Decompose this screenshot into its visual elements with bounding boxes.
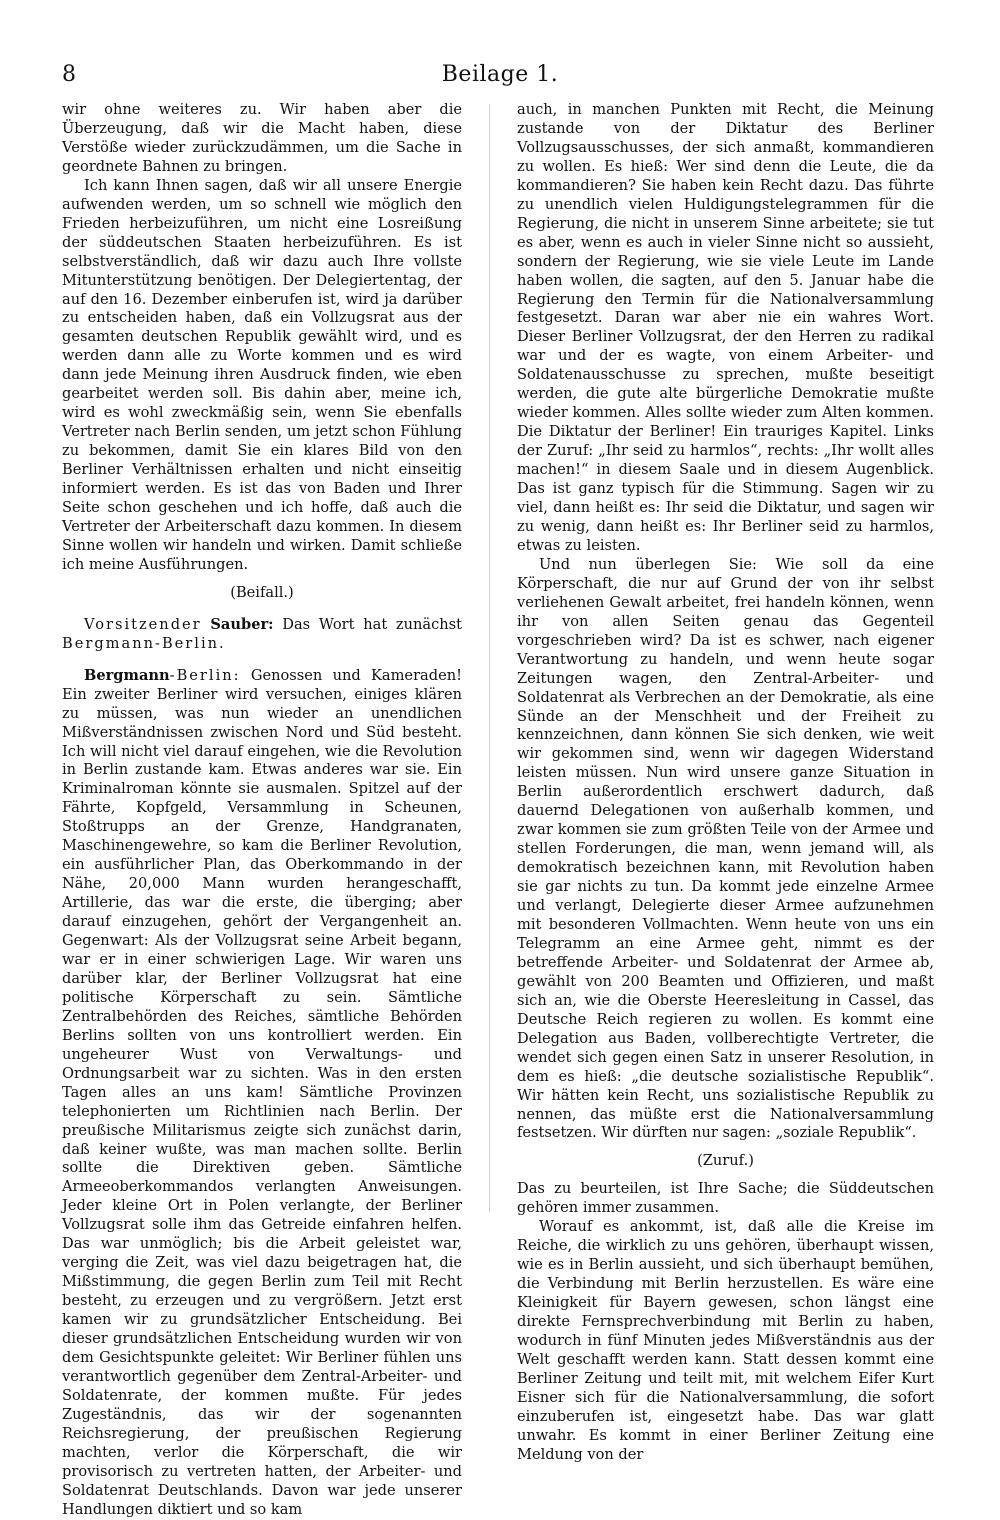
page-number: 8 bbox=[62, 62, 76, 87]
chair-name: Sauber: bbox=[210, 615, 274, 633]
right-paragraph-1: auch, in manchen Punkten mit Recht, die Meinung zustande von der Diktatur des Berliner Vollzugsausschusses, der sich anmaßt, kommandieren zu wollen. Es hieß: Wer sind denn die Leute, die da kommandieren? Sie haben kein Recht dazu. Das führte zu unendlich vielen Huldigungstelegrammen für die Regierung, die nicht in unserem Sinne arbeitete; sie tut es aber, wenn es auch in vieler Sinne nicht so aussieht, sondern der Regierung, wie sie viele Leute im Lande haben wollen, die sagten, auf den 5. Januar habe die Regierung den Termin für die Nationalversammlung festgesetzt. Daran war aber nie ein wahres Wort. Dieser Berliner Vollzugsrat, der den Herren zu radikal war und der es wagte, von einem Arbeiter- und Soldatenausschusse zu sprechen, mußte beseitigt werden, die gute alte bürgerliche Demokratie mußte wieder kommen. Alles sollte wieder zum Alten kommen. Die Diktatur der Berliner! Ein trauriges Kapitel. Links der Zuruf: „Ihr seid zu harmlos“, rechts: „Ihr wollt alles machen!“ in diesem Saale und in diesem Augenblick. Das ist ganz typisch für die Stimmung. Sagen wir zu viel, dann heißt es: Ihr seid die Diktatur, und sagen wir zu wenig, dann heißt es: Ihr Berliner seid zu harmlos, etwas zu leisten. bbox=[517, 101, 934, 554]
spacer bbox=[62, 575, 462, 584]
speaker-place: -Berlin: bbox=[169, 666, 241, 684]
applause-note: (Beifall.) bbox=[230, 583, 294, 601]
spacer bbox=[517, 1143, 934, 1152]
left-column bbox=[62, 101, 462, 1520]
page-header bbox=[0, 0, 1000, 90]
right-paragraph-4: Worauf es ankommt, ist, daß alle die Kreise im Reiche, die wirklich zu uns gehören, überhaupt wissen, wie es in Berlin aussieht, und sich überhaupt bemühen, die Verbindung mit Berlin herzustellen. Es wäre eine Kleinigkeit für Bayern gewesen, schon längst eine direkte Fernsprechverbindung mit Berlin zu haben, wodurch in fünf Minuten jedes Mißverständnis aus der Welt geschafft werden kann. Statt dessen kommt eine Berliner Zeitung und teilt mit, mit welchem Eifer Kurt Eisner sich für die Nationalversammlung, die sofort einzuberufen ist, eingesetzt habe. Das war glatt unwahr. Es kommt in einer Berliner Zeitung eine Meldung von der bbox=[517, 1218, 934, 1463]
speaker-name: Bergmann bbox=[84, 666, 170, 684]
chair-remark bbox=[62, 616, 462, 654]
column-divider bbox=[489, 104, 490, 1212]
chair-next-speaker: Bergmann-Berlin. bbox=[62, 634, 226, 652]
speech-bergmann bbox=[62, 667, 462, 1520]
spacer bbox=[62, 654, 462, 667]
interjection-note: (Zuruf.) bbox=[697, 1152, 754, 1170]
right-paragraph-2: Und nun überlegen Sie: Wie soll da eine Körperschaft, die nur auf Grund der von ihr selbst verliehenen Gewalt arbeitet, frei handeln können, wenn ihr von allen Seiten genau das Gegenteil vorgeschrieben wird? Da ist es schwer, nach eigener Verantwortung zu handeln, und wenn heute sogar Zeitungen wagen, den Zentral-Arbeiter- und Soldatenrat als Verbrechen an der Demokratie, als eine Sünde an der Menschheit und der Freiheit zu kennzeichnen, dann können Sie sich denken, wie weit wir gekommen sind, wenn wir dagegen Widerstand leisten müssen. Nun wird unsere ganze Situation in Berlin außerordentlich erschwert dadurch, daß dauernd Delegationen von außerhalb kommen, und zwar kommen sie zum größten Teile von der Armee und stellen Forderungen, die man, wenn jemand will, als demokratisch bezeichnen kann, mit Revolution haben sie gar nichts zu tun. Da kommt jede einzelne Armee und verlangt, Delegierte dieser Armee aufzunehmen mit besonderen Vollmachten. Wenn heute von uns ein Telegramm an eine Armee geht, nimmt es der betreffende Arbeiter- und Soldatenrat der Armee ab, gewählt von 200 Beamten und Offizieren, und maßt sich an, wie die Oberste Heeresleitung in Cassel, das Deutsche Reich regieren zu wollen. Es kommt eine Delegation aus Baden, vollberechtigte Vertreter, die wendet sich gegen einen Satz in unserer Resolution, in dem es hieß: „die deutsche sozialistische Republik“. Wir hätten kein Recht, uns sozialistische Republik zu nennen, das müßte erst die Nationalversammlung festsetzen. Wir dürften nur sagen: „soziale Republik“. bbox=[517, 555, 934, 1142]
speech-text: Genossen und Kameraden! Ein zweiter Berliner wird versuchen, einiges klären zu müssen, was nun wieder an unendlichen Mißverständnissen zwischen Nord und Süd besteht. Ich will nicht viel darauf eingehen, wie die Revolution in Berlin zustande kam. Etwas anderes war sie. Ein Kriminalroman könnte sie ausmalen. Spitzel auf der Fährte, Kopfgeld, Versammlung in Scheunen, Stoßtrupps an der Grenze, Handgranaten, Maschinengewehre, so kam die Berliner Revolution, ein ausführlicher Plan, das Oberkommando in der Nähe, 20,000 Mann wurden herangeschafft, Artillerie, das war die erste, die überging; aber darauf einzugehen, gehört der Vergangenheit an. Gegenwart: Als der Vollzugsrat seine Arbeit begann, war er in einer schwierigen Lage. Wir waren uns darüber klar, der Berliner Vollzugsrat hat eine politische Körperschaft zu sein. Sämtliche Zentralbehörden des Reiches, sämtliche Behörden Berlins sollten von uns kontrolliert werden. Ein ungeheurer Wust von Verwaltungs- und Ordnungsarbeit war zu sichten. Was in den ersten Tagen alles an uns kam! Sämtliche Provinzen telephonierten um Richtlinien nach Berlin. Der preußische Militarismus zeigte sich zunächst darin, daß keiner wußte, was man machen sollte. Berlin sollte die Direktiven geben. Sämtliche Armeeoberkommandos verlangten Anweisungen. Jeder kleine Ort in Polen verlangte, der Berliner Vollzugsrat solle ihm das Getreide einfahren helfen. Das war unmöglich; bis die Arbeit geleistet war, verging die Zeit, was viel dazu beigetragen hat, die Mißstimmung, die gegen Berlin zum Teil mit Recht besteht, zu erzeugen und zu vergrößern. Jetzt erst kamen wir zu grundsätzlicher Entscheidung. Bei dieser grundsätzlichen Entscheidung wurden wir von dem Gesichtspunkte geleitet: Wir Berliner fühlen uns verantwortlich gegenüber dem Zentral-Arbeiter- und Soldatenrate, der kommen mußte. Für jedes Zugeständnis, das wir der sogenannten Reichsregierung, der preußischen Regierung machten, verlor die Körperschaft, die wir provisorisch zu vertreten hatten, der Arbeiter- und Soldatenrat Deutschlands. Davon war jede unserer Handlungen diktiert und so kam bbox=[62, 666, 462, 1518]
left-paragraph-2: Ich kann Ihnen sagen, daß wir all unsere Energie aufwenden werden, um so schnell wie möglich den Frieden herbeizuführen, um nicht eine Losreißung der süddeutschen Staaten herbeizuführen. Es ist selbstverständlich, daß wir dazu auch Ihre vollste Mitunterstützung benötigen. Der Delegiertentag, der auf den 16. Dezember einberufen ist, wird ja darüber zu entscheiden haben, daß ein Vollzugsrat aus der gesamten deutschen Republik gewählt wird, und es werden dann alle zu Worte kommen und es wird dann jede Meinung ihren Ausdruck finden, wie eben gearbeitet werden soll. Bis dahin aber, meine ich, wird es wohl zweckmäßig sein, wenn Sie ebenfalls Vertreter nach Berlin senden, um jetzt schon Fühlung zu bekommen, damit Sie ein klares Bild von den Berliner Verhältnissen erhalten und nicht einseitig informiert werden. Es ist das von Baden und Ihrer Seite schon geschehen und ich hoffe, daß auch die Vertreter der Arbeiterschaft dazu kommen. In diesem Sinne wollen wir handeln und wirken. Damit schließe ich meine Ausführungen. bbox=[62, 176, 462, 573]
right-column bbox=[517, 101, 934, 1465]
chair-label: Vorsitzender bbox=[84, 615, 202, 633]
chair-text: Das Wort hat zunächst bbox=[282, 615, 463, 633]
right-paragraph-3: Das zu beurteilen, ist Ihre Sache; die Süddeutschen gehören immer zusammen. bbox=[517, 1180, 934, 1217]
spacer bbox=[62, 603, 462, 616]
spacer bbox=[517, 1171, 934, 1180]
page-title: Beilage 1. bbox=[441, 62, 559, 87]
left-paragraph-1: wir ohne weiteres zu. Wir haben aber die Überzeugung, daß wir die Macht haben, diese Verstöße wieder zurückzudämmen, um die Sache in geordnete Bahnen zu bringen. bbox=[62, 101, 462, 175]
